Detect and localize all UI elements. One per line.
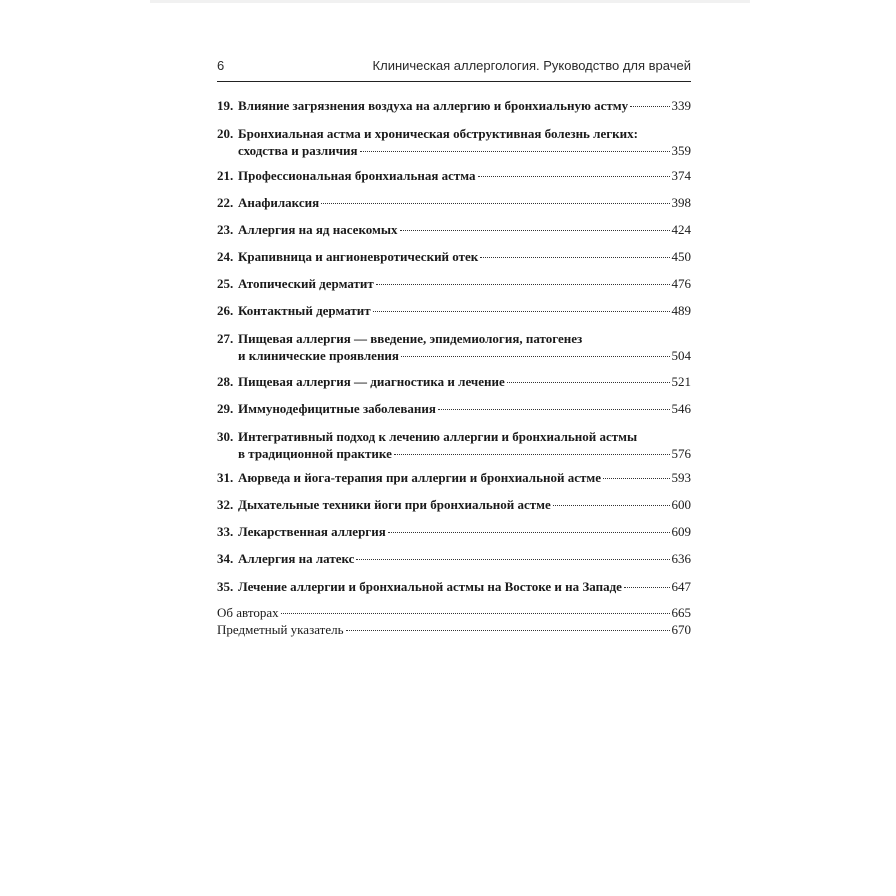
page-ref: 424 bbox=[671, 222, 691, 237]
leader-dots bbox=[630, 106, 669, 107]
toc-entry-30[interactable] bbox=[217, 428, 691, 462]
page-ref: 339 bbox=[671, 98, 691, 113]
toc-entry-about-authors[interactable] bbox=[217, 604, 691, 621]
toc-entry-23[interactable] bbox=[217, 221, 691, 238]
leader-dots bbox=[478, 176, 670, 177]
leader-dots bbox=[553, 505, 670, 506]
chapter-number: 27. bbox=[217, 331, 234, 346]
chapter-number: 33. bbox=[217, 524, 234, 539]
chapter-title-continued: в традиционной практике bbox=[238, 446, 392, 461]
chapter-title: Аюрведа и йога-терапия при аллергии и бронхиальной астме bbox=[238, 470, 601, 485]
leader-dots bbox=[401, 356, 670, 357]
chapter-number: 34. bbox=[217, 551, 234, 566]
running-header bbox=[217, 58, 691, 78]
toc-entry-20[interactable] bbox=[217, 125, 691, 159]
chapter-title: Влияние загрязнения воздуха на аллергию и бронхиальную астму bbox=[238, 98, 629, 113]
toc-entry-31[interactable] bbox=[217, 469, 691, 486]
leader-dots bbox=[373, 311, 670, 312]
toc-entry-33[interactable] bbox=[217, 523, 691, 540]
chapter-number: 24. bbox=[217, 249, 234, 264]
chapter-number: 35. bbox=[217, 579, 234, 594]
chapter-number: 31. bbox=[217, 470, 234, 485]
toc-entry-35[interactable] bbox=[217, 578, 691, 595]
chapter-number: 26. bbox=[217, 303, 234, 318]
chapter-title: Аллергия на латекс bbox=[238, 551, 355, 566]
toc-entry-29[interactable] bbox=[217, 400, 691, 417]
section-title: Об авторах bbox=[217, 605, 279, 620]
leader-dots bbox=[400, 230, 670, 231]
page-ref: 359 bbox=[671, 143, 691, 158]
chapter-title: Интегративный подход к лечению аллергии и бронхиальной астмы bbox=[238, 429, 638, 444]
leader-dots bbox=[388, 532, 670, 533]
chapter-number: 28. bbox=[217, 374, 234, 389]
chapter-number: 29. bbox=[217, 401, 234, 416]
toc-entry-24[interactable] bbox=[217, 248, 691, 265]
toc-entry-32[interactable] bbox=[217, 496, 691, 513]
page-ref: 450 bbox=[671, 249, 691, 264]
chapter-number: 30. bbox=[217, 429, 234, 444]
chapter-title: Пищевая аллергия — введение, эпидемиология, патогенез bbox=[238, 331, 583, 346]
chapter-number: 21. bbox=[217, 168, 234, 183]
chapter-number: 32. bbox=[217, 497, 234, 512]
page-ref: 593 bbox=[671, 470, 691, 485]
toc-entry-21[interactable] bbox=[217, 167, 691, 184]
chapter-title: Дыхательные техники йоги при бронхиальной астме bbox=[238, 497, 551, 512]
page-ref: 489 bbox=[671, 303, 691, 318]
toc-entry-subject-index[interactable] bbox=[217, 621, 691, 638]
section-title: Предметный указатель bbox=[217, 622, 344, 637]
leader-dots bbox=[376, 284, 670, 285]
chapter-number: 25. bbox=[217, 276, 234, 291]
toc-entry-28[interactable] bbox=[217, 373, 691, 390]
page-ref: 647 bbox=[671, 579, 691, 594]
chapter-title: Аллергия на яд насекомых bbox=[238, 222, 398, 237]
page-ref: 374 bbox=[671, 168, 691, 183]
chapter-number: 20. bbox=[217, 126, 234, 141]
leader-dots bbox=[346, 630, 670, 631]
chapter-title: Лечение аллергии и бронхиальной астмы на Востоке и на Западе bbox=[238, 579, 622, 594]
page-top-edge bbox=[150, 0, 750, 3]
page-ref: 600 bbox=[671, 497, 691, 512]
toc-entry-27[interactable] bbox=[217, 330, 691, 364]
page-ref: 504 bbox=[671, 348, 691, 363]
running-title: Клиническая аллергология. Руководство для врачей bbox=[372, 58, 691, 73]
chapter-title: Атопический дерматит bbox=[238, 276, 374, 291]
chapter-title: Контактный дерматит bbox=[238, 303, 371, 318]
leader-dots bbox=[480, 257, 669, 258]
toc-entry-22[interactable] bbox=[217, 194, 691, 211]
chapter-number: 22. bbox=[217, 195, 234, 210]
page-number: 6 bbox=[217, 58, 225, 73]
header-rule bbox=[217, 81, 691, 82]
leader-dots bbox=[394, 454, 670, 455]
leader-dots bbox=[321, 203, 669, 204]
chapter-title-continued: и клинические проявления bbox=[238, 348, 399, 363]
leader-dots bbox=[281, 613, 670, 614]
leader-dots bbox=[438, 409, 670, 410]
toc-entry-25[interactable] bbox=[217, 275, 691, 292]
page-ref: 636 bbox=[671, 551, 691, 566]
toc-entry-19[interactable] bbox=[217, 97, 691, 114]
leader-dots bbox=[360, 151, 670, 152]
leader-dots bbox=[356, 559, 669, 560]
page-ref: 670 bbox=[671, 622, 691, 637]
page-ref: 521 bbox=[671, 374, 691, 389]
chapter-title: Бронхиальная астма и хроническая обструктивная болезнь легких: bbox=[238, 126, 638, 141]
chapter-title-continued: сходства и различия bbox=[238, 143, 358, 158]
page-ref: 398 bbox=[671, 195, 691, 210]
leader-dots bbox=[603, 478, 670, 479]
leader-dots bbox=[624, 587, 670, 588]
leader-dots bbox=[507, 382, 670, 383]
toc-entry-34[interactable] bbox=[217, 550, 691, 567]
chapter-title: Профессиональная бронхиальная астма bbox=[238, 168, 476, 183]
chapter-number: 19. bbox=[217, 98, 234, 113]
chapter-title: Иммунодефицитные заболевания bbox=[238, 401, 436, 416]
chapter-title: Анафилаксия bbox=[238, 195, 320, 210]
page-ref: 665 bbox=[671, 605, 691, 620]
chapter-number: 23. bbox=[217, 222, 234, 237]
page-ref: 476 bbox=[671, 276, 691, 291]
page-ref: 609 bbox=[671, 524, 691, 539]
chapter-title: Крапивница и ангионевротический отек bbox=[238, 249, 479, 264]
chapter-title: Пищевая аллергия — диагностика и лечение bbox=[238, 374, 505, 389]
toc-entry-26[interactable] bbox=[217, 302, 691, 319]
page-ref: 576 bbox=[671, 446, 691, 461]
chapter-title: Лекарственная аллергия bbox=[238, 524, 386, 539]
page-ref: 546 bbox=[671, 401, 691, 416]
